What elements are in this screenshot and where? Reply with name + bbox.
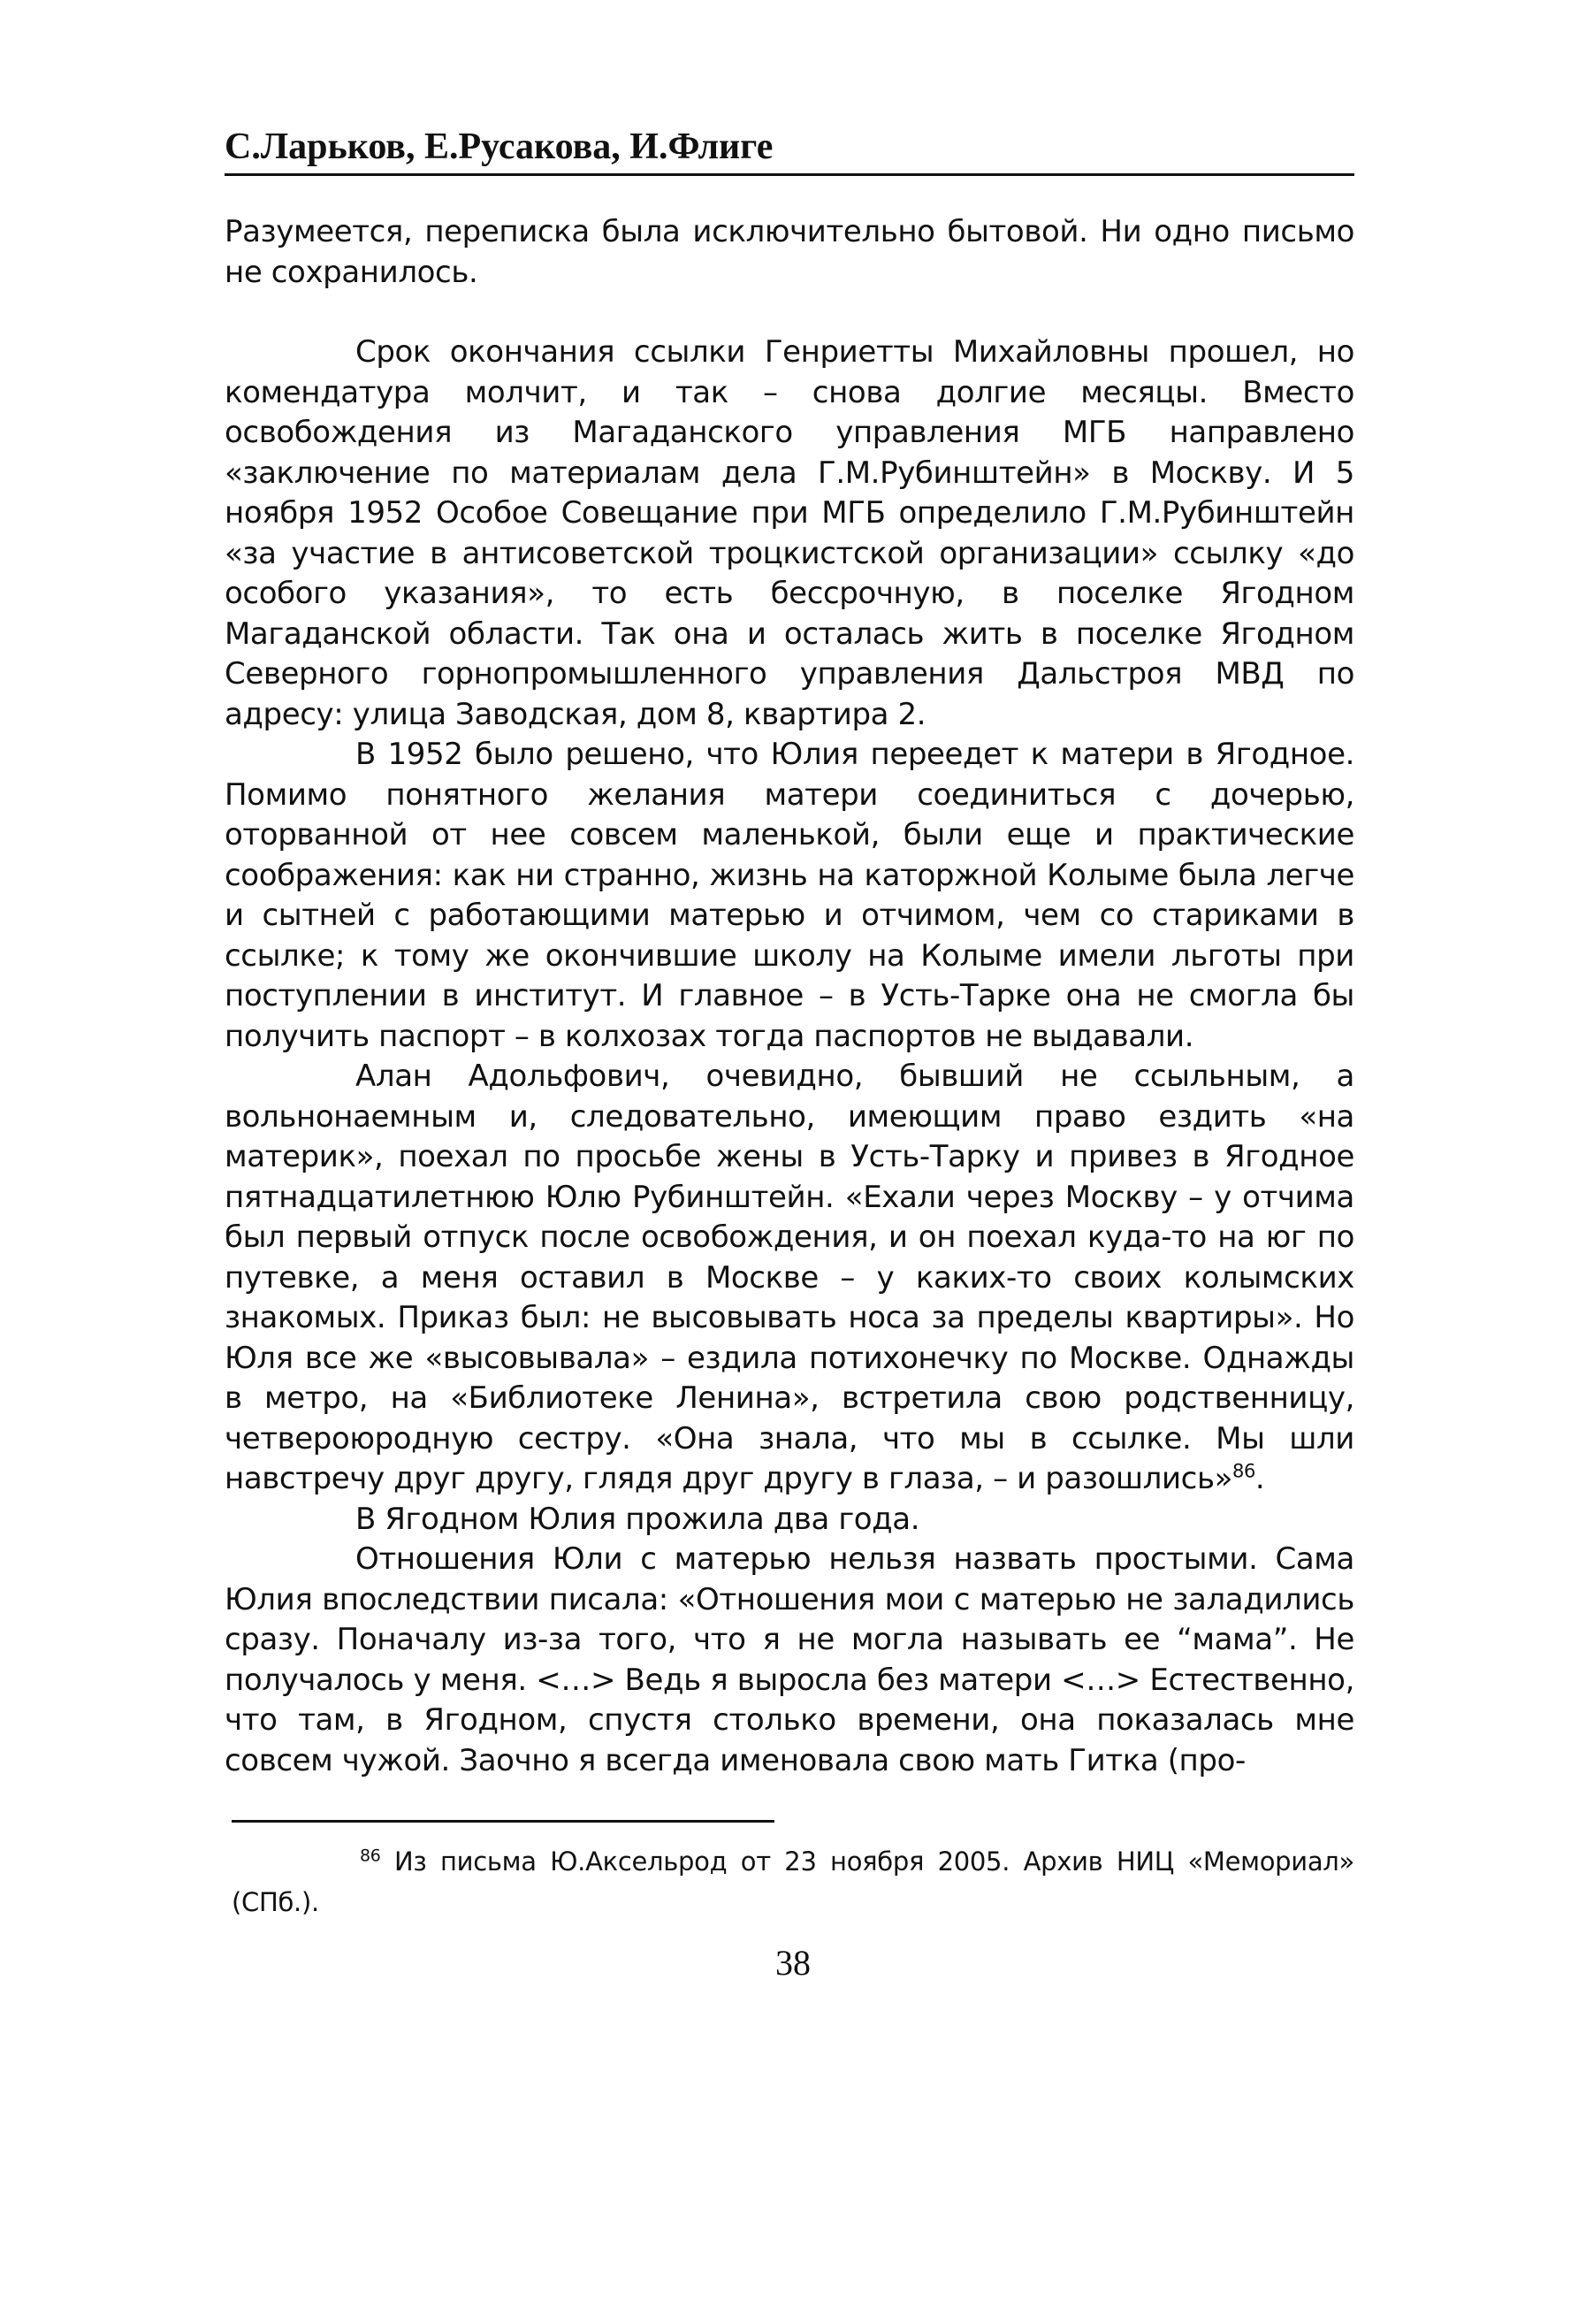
header-rule [225,173,1354,176]
paragraph: Разумеется, переписка была исключительно бытовой. Ни одно письмо не сохранилось. [225,214,1354,290]
footnote-separator [232,1820,774,1823]
paragraph-gap [225,293,1354,333]
body-text [225,212,1354,1781]
footnote-text: Из письма Ю.Аксельрод от 23 ноября 2005. Архив НИЦ «Мемориал» (СПб.). [232,1846,1354,1917]
footnote [232,1841,1354,1923]
running-header: С.Ларьков, Е.Русакова, И.Флиге [225,126,774,167]
paragraph: В 1952 было решено, что Юлия переедет к матери в Ягодное. Помимо понятного желания матери соединиться с дочерью, оторванной от нее совсем маленькой, были еще и практические соображения: как ни странно, жизнь на каторжной Колыме была легче и сытней с работающими матерью и отчимом, чем со стариками в ссылке; к тому же окончившие школу на Колыме имели льготы при поступлении в институт. И главное – в Усть-Тарке она не смогла бы получить паспорт – в колхозах тогда паспортов не выдавали. [225,737,1354,1054]
paragraph: Отношения Юли с матерью нельзя назвать простыми. Сама Юлия впоследствии писала: «Отношения мои с матерью не заладились сразу. Поначалу из-за того, что я не могла называть ее “мама”. Не получалось у меня. <…> Ведь я выросла без матери <…> Естественно, что там, в Ягодном, спустя столько времени, она показалась мне совсем чужой. Заочно я всегда именовала свою мать Гитка (про- [225,1541,1354,1778]
paragraph-text: Алан Адольфович, очевидно, бывший не ссыльным, а вольнонаемным и, следовательно, имеющим право ездить «на материк», поехал по просьбе жены в Усть-Тарку и привез в Ягодное пятнадцатилетнюю Юлю Рубинштейн. «Ехали через Москву – у отчима был первый отпуск после освобождения, и он поехал куда-то на юг по путевке, а меня оставил в Москве – у каких-то своих колымских знакомых. Приказ был: не высовывать носа за пределы квартиры». Но Юля все же «высовывала» – ездила потихонечку по Москве. Однажды в метро, на «Библиотеке Ленина», встретила свою родственницу, четвероюродную сестру. «Она знала, что мы в ссылке. Мы шли навстречу друг другу, глядя друг другу в глаза, – и разошлись» [225,1059,1354,1496]
paragraph-end: . [1254,1461,1265,1496]
paragraph: В Ягодном Юлия прожила два года. [355,1501,920,1537]
page-number: 38 [775,1943,811,1983]
paragraph: Срок окончания ссылки Генриетты Михайловны прошел, но комендатура молчит, и так – снова долгие месяцы. Вместо освобождения из Магаданского управления МГБ направлено «заключение по материалам дела Г.М.Рубинштейн» в Москву. И 5 ноября 1952 Особое Совещание при МГБ определило Г.М.Рубинштейн «за участие в антисоветской троцкистской организации» ссылку «до особого указания», то есть бессрочную, в поселке Ягодном Магаданской области. Так она и осталась жить в поселке Ягодном Северного горнопромышленного управления Дальстроя МВД по адресу: улица Заводская, дом 8, квартира 2. [225,334,1354,732]
footnote-reference[interactable]: 86 [1232,1460,1255,1482]
footnote-number: 86 [360,1846,381,1866]
paragraph [225,1057,1354,1500]
